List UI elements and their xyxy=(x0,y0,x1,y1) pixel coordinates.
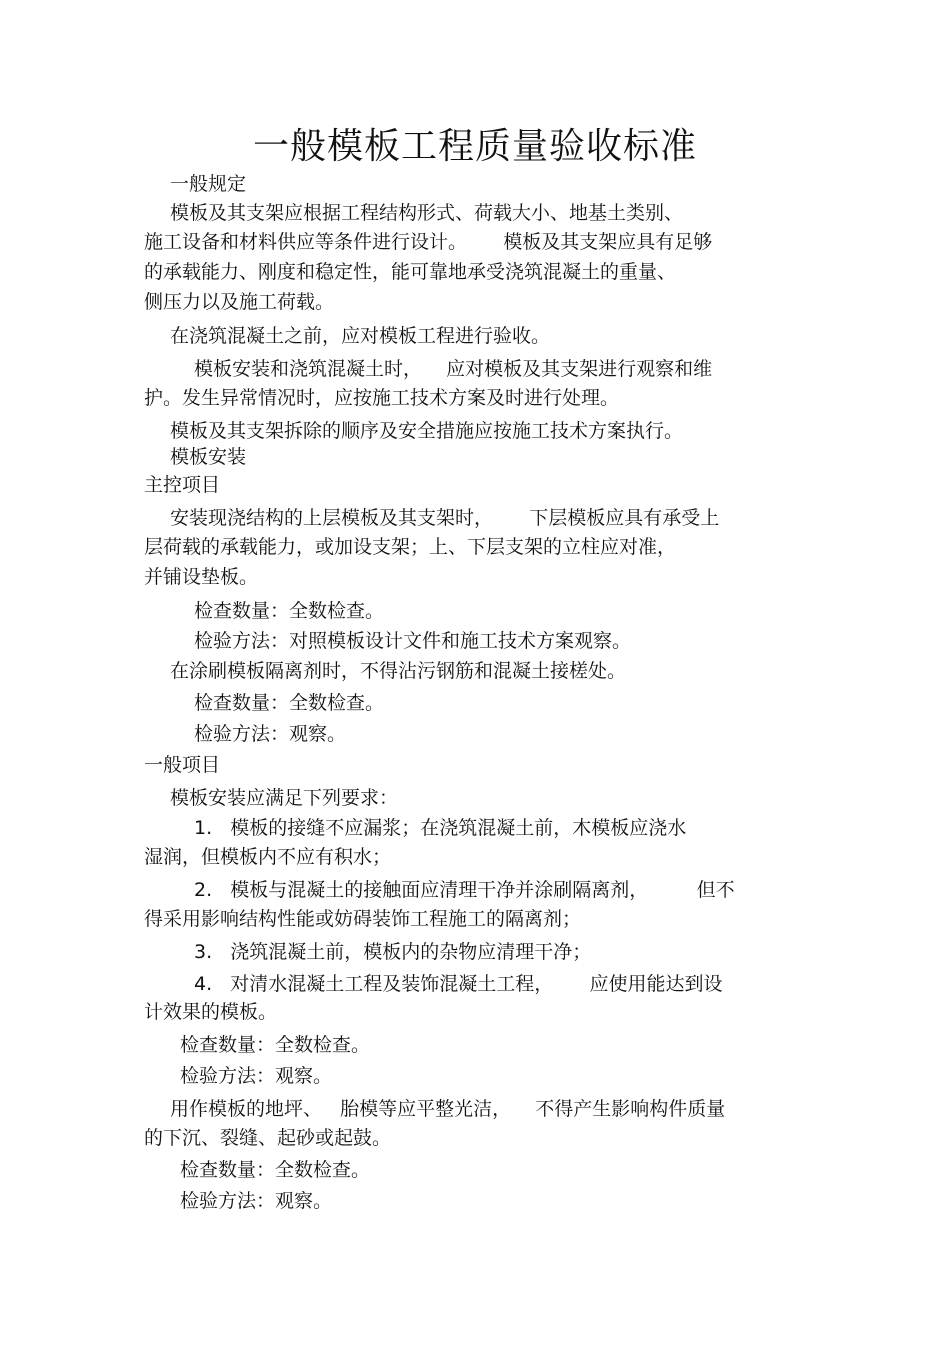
text-line: 护。发生异常情况时，应按施工技术方案及时进行处理。 xyxy=(144,387,620,409)
text-line: 检查数量：全数检查。 xyxy=(180,1159,371,1181)
text-line: 检验方法：对照模板设计文件和施工技术方案观察。 xyxy=(194,630,632,652)
text-line: 层荷载的承载能力，或加设支架；上、下层支架的立柱应对准， xyxy=(144,536,677,558)
text-line: 模板安装应满足下列要求： xyxy=(170,787,399,809)
text-line: 检验方法：观察。 xyxy=(194,723,347,745)
list-item: 3. 浇筑混凝土前，模板内的杂物应清理干净； xyxy=(194,941,592,963)
text-line: 用作模板的地坪、 胎模等应平整光洁， 不得产生影响构件质量 xyxy=(170,1098,726,1120)
document-title: 一般模板工程质量验收标准 xyxy=(252,126,697,167)
text-line: 的下沉、裂缝、起砂或起鼓。 xyxy=(144,1127,392,1149)
section-heading: 主控项目 xyxy=(144,474,221,496)
list-item: 1. 模板的接缝不应漏浆；在浇筑混凝土前，木模板应浇水 xyxy=(194,817,687,839)
text-line: 得采用影响结构性能或妨碍装饰工程施工的隔离剂； xyxy=(144,908,582,930)
text-line: 检验方法：观察。 xyxy=(180,1065,333,1087)
text-line: 计效果的模板。 xyxy=(144,1001,278,1023)
text-line: 模板安装和浇筑混凝土时， 应对模板及其支架进行观察和维 xyxy=(194,358,713,380)
text-line: 并铺设垫板。 xyxy=(144,566,259,588)
text-line: 侧压力以及施工荷载。 xyxy=(144,291,335,313)
section-heading: 一般规定 xyxy=(170,173,247,195)
text-line: 检查数量：全数检查。 xyxy=(194,600,385,622)
text-line: 的承载能力、刚度和稳定性，能可靠地承受浇筑混凝土的重量、 xyxy=(144,261,677,283)
text-line: 安装现浇结构的上层模板及其支架时， 下层模板应具有承受上 xyxy=(170,507,720,529)
text-line: 检查数量：全数检查。 xyxy=(194,692,385,714)
list-item: 2. 模板与混凝土的接触面应清理干净并涂刷隔离剂， 但不 xyxy=(194,879,735,901)
section-heading: 模板安装 xyxy=(170,446,247,468)
section-heading: 一般项目 xyxy=(144,754,221,776)
text-line: 模板及其支架拆除的顺序及安全措施应按施工技术方案执行。 xyxy=(170,420,684,442)
text-line: 施工设备和材料供应等条件进行设计。 模板及其支架应具有足够 xyxy=(144,231,713,253)
text-line: 湿润，但模板内不应有积水； xyxy=(144,846,392,868)
text-line: 检查数量：全数检查。 xyxy=(180,1034,371,1056)
text-line: 模板及其支架应根据工程结构形式、荷载大小、地基土类别、 xyxy=(170,202,684,224)
list-item: 4. 对清水混凝土工程及装饰混凝土工程， 应使用能达到设 xyxy=(194,973,723,995)
text-line: 在涂刷模板隔离剂时，不得沾污钢筋和混凝土接槎处。 xyxy=(170,660,627,682)
text-line: 在浇筑混凝土之前，应对模板工程进行验收。 xyxy=(170,325,551,347)
text-line: 检验方法：观察。 xyxy=(180,1190,333,1212)
